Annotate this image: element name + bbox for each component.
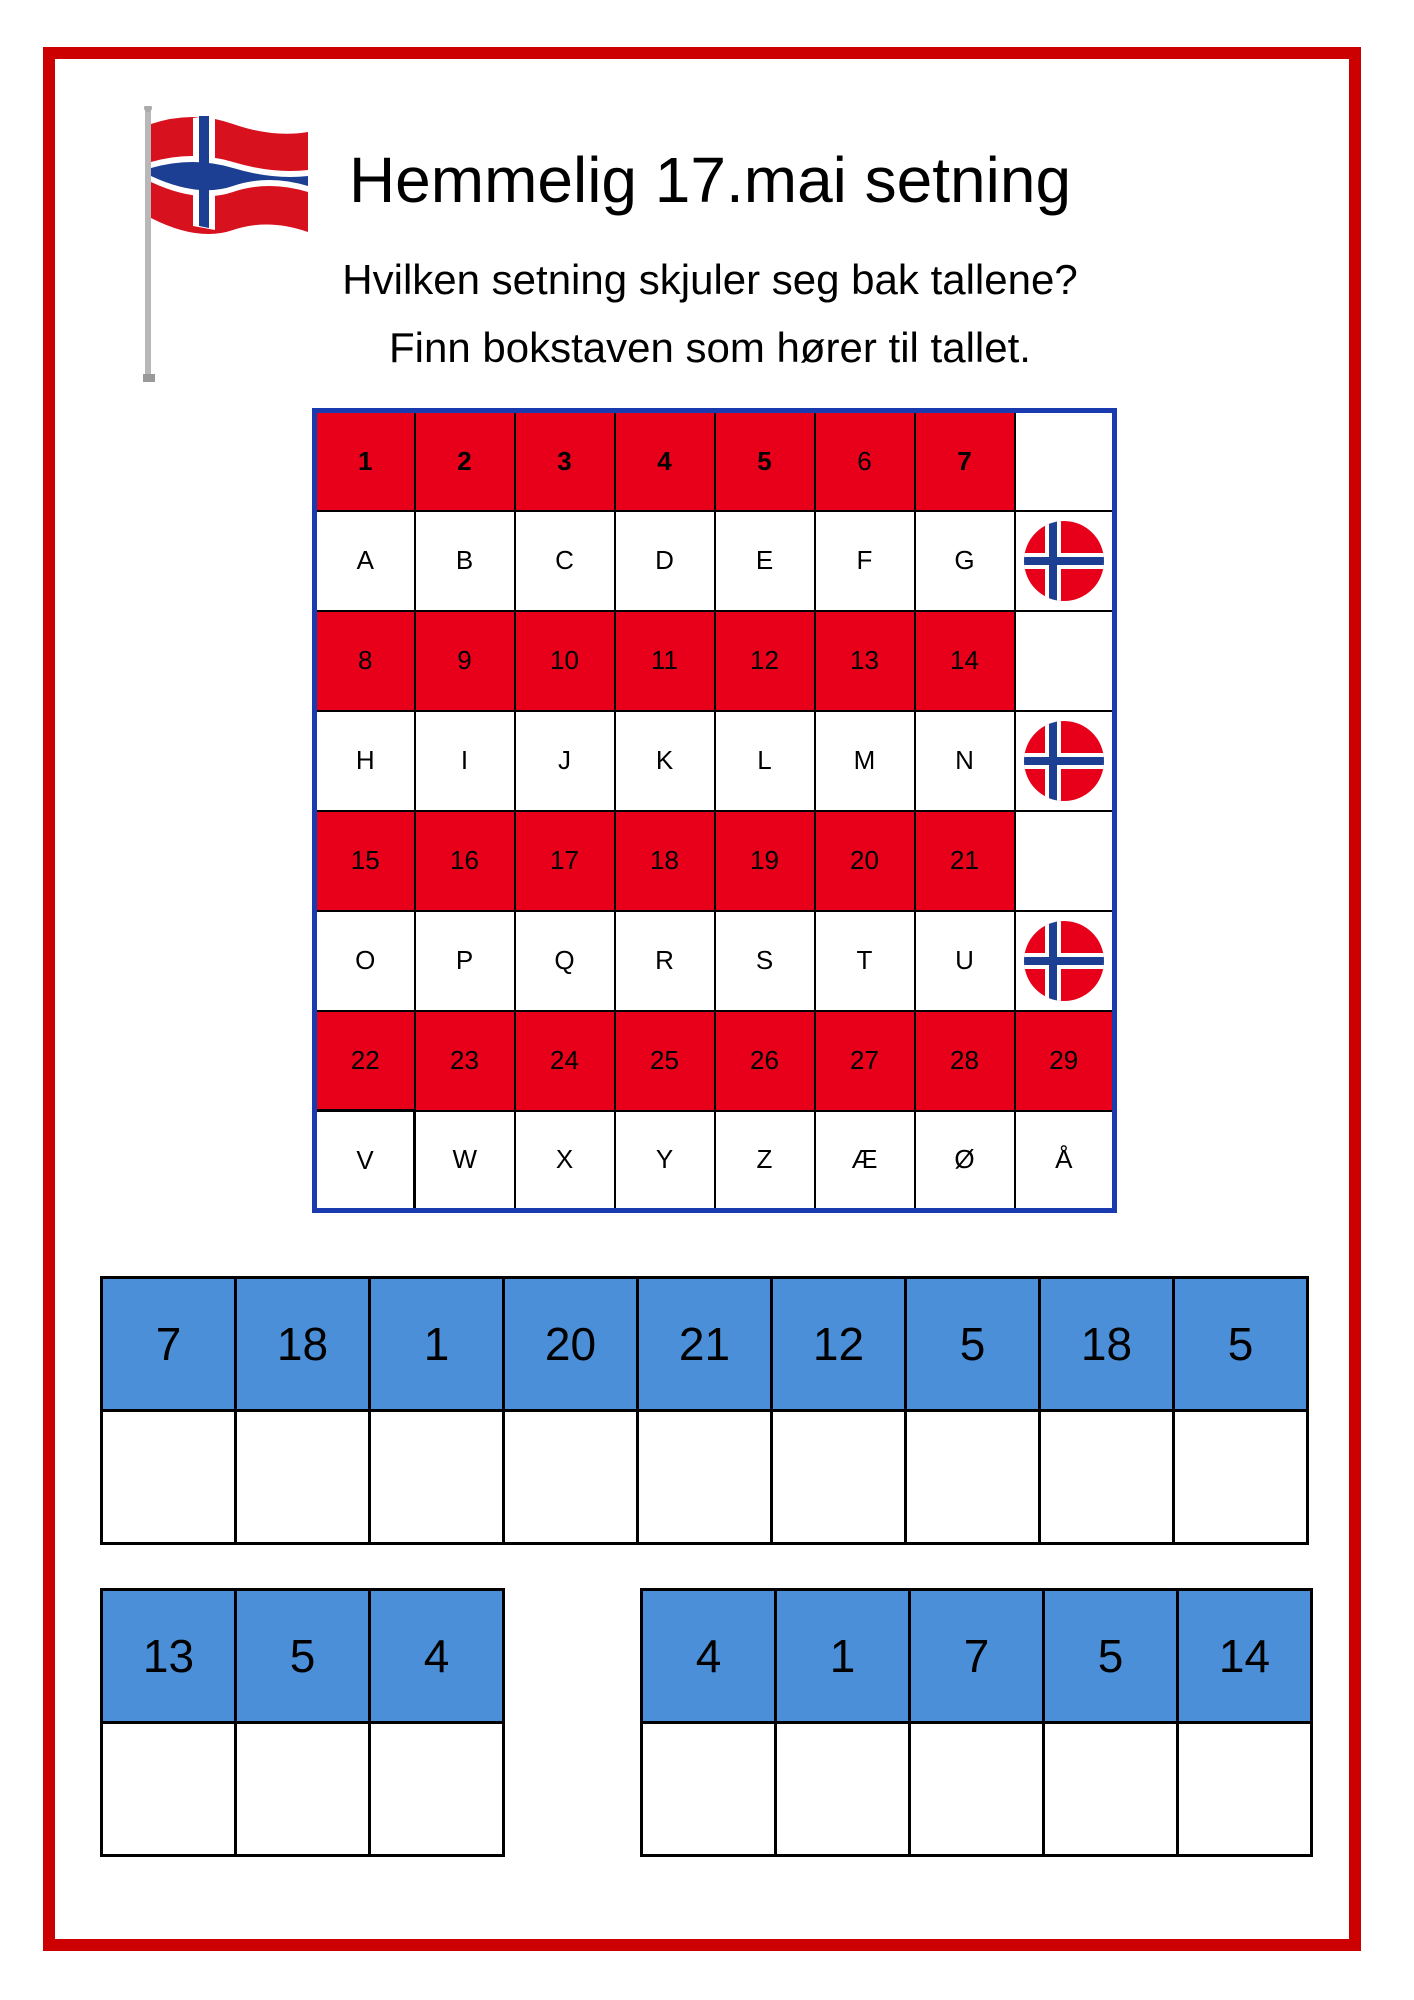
- answer-letter-box[interactable]: [910, 1723, 1044, 1856]
- number-cell: 14: [915, 611, 1015, 711]
- number-cell: 26: [715, 1011, 815, 1111]
- clue-number-cell: 7: [910, 1590, 1044, 1723]
- letter-row: [315, 511, 1115, 611]
- clue-number-cell: 13: [102, 1590, 236, 1723]
- number-cell: 3: [515, 411, 615, 511]
- letter-row: [315, 711, 1115, 811]
- number-cell: 20: [815, 811, 915, 911]
- clue-number-cell: 7: [102, 1278, 236, 1411]
- letter-cell: B: [415, 511, 515, 611]
- answer-word-3: [640, 1588, 1313, 1857]
- clue-number-cell: 1: [370, 1278, 504, 1411]
- number-cell: 6: [815, 411, 915, 511]
- number-row: [315, 611, 1115, 711]
- letter-cell: V: [315, 1111, 415, 1211]
- letter-cell: Ø: [915, 1111, 1015, 1211]
- answer-letter-box[interactable]: [1040, 1411, 1174, 1544]
- letter-cell: M: [815, 711, 915, 811]
- letter-cell: N: [915, 711, 1015, 811]
- answer-letter-box[interactable]: [236, 1411, 370, 1544]
- number-cell: 10: [515, 611, 615, 711]
- number-cell: 17: [515, 811, 615, 911]
- answer-letter-box[interactable]: [906, 1411, 1040, 1544]
- number-cell: 16: [415, 811, 515, 911]
- decor-cell: [1015, 911, 1115, 1011]
- decor-cell: [1015, 611, 1115, 711]
- clue-number-cell: 5: [1044, 1590, 1178, 1723]
- number-cell: 23: [415, 1011, 515, 1111]
- number-cell: 28: [915, 1011, 1015, 1111]
- letter-cell: H: [315, 711, 415, 811]
- letter-cell: Q: [515, 911, 615, 1011]
- number-cell: 15: [315, 811, 415, 911]
- letter-cell: S: [715, 911, 815, 1011]
- clue-number-cell: 20: [504, 1278, 638, 1411]
- clue-number-cell: 12: [772, 1278, 906, 1411]
- clue-number-cell: 21: [638, 1278, 772, 1411]
- letter-cell: Å: [1015, 1111, 1115, 1211]
- letter-cell: Z: [715, 1111, 815, 1211]
- clue-number-cell: 4: [370, 1590, 504, 1723]
- instruction-line-1: Hvilken setning skjuler seg bak tallene?: [342, 256, 1078, 303]
- answer-letter-box[interactable]: [504, 1411, 638, 1544]
- number-row: [315, 1011, 1115, 1111]
- clue-number-cell: 5: [906, 1278, 1040, 1411]
- clue-number-row: [102, 1278, 1308, 1411]
- decor-cell: [1015, 711, 1115, 811]
- answer-letter-box[interactable]: [776, 1723, 910, 1856]
- clue-number-row: [642, 1590, 1312, 1723]
- letter-cell: F: [815, 511, 915, 611]
- letter-cell: R: [615, 911, 715, 1011]
- clue-number-cell: 14: [1178, 1590, 1312, 1723]
- letter-cell: D: [615, 511, 715, 611]
- page-title: Hemmelig 17.mai setning: [348, 144, 1072, 216]
- number-cell: 24: [515, 1011, 615, 1111]
- answer-word-2: [100, 1588, 505, 1857]
- letter-cell: E: [715, 511, 815, 611]
- answer-letter-box[interactable]: [370, 1411, 504, 1544]
- letter-cell: L: [715, 711, 815, 811]
- number-cell: 7: [915, 411, 1015, 511]
- clue-number-cell: 5: [1174, 1278, 1308, 1411]
- letter-cell: P: [415, 911, 515, 1011]
- answer-letter-box[interactable]: [638, 1411, 772, 1544]
- answer-letter-box[interactable]: [1178, 1723, 1312, 1856]
- decor-cell: [1015, 511, 1115, 611]
- answer-letter-box[interactable]: [1174, 1411, 1308, 1544]
- answer-letter-box[interactable]: [370, 1723, 504, 1856]
- number-row: [315, 411, 1115, 511]
- answer-letter-box[interactable]: [102, 1411, 236, 1544]
- clue-number-cell: 5: [236, 1590, 370, 1723]
- number-cell: 29: [1015, 1011, 1115, 1111]
- letter-row: [315, 911, 1115, 1011]
- letter-cell: I: [415, 711, 515, 811]
- number-cell: 13: [815, 611, 915, 711]
- letter-cell: U: [915, 911, 1015, 1011]
- letter-cell: W: [415, 1111, 515, 1211]
- number-row: [315, 811, 1115, 911]
- clue-number-cell: 1: [776, 1590, 910, 1723]
- number-cell: 25: [615, 1011, 715, 1111]
- instruction-line-2: Finn bokstaven som hører til tallet.: [389, 324, 1031, 371]
- letter-cell: J: [515, 711, 615, 811]
- answer-letter-box[interactable]: [236, 1723, 370, 1856]
- decor-cell: [1015, 811, 1115, 911]
- letter-cell: O: [315, 911, 415, 1011]
- number-cell: 18: [615, 811, 715, 911]
- letter-cell: Y: [615, 1111, 715, 1211]
- cipher-grid: [312, 408, 1117, 1213]
- answer-row: [642, 1723, 1312, 1856]
- number-cell: 2: [415, 411, 515, 511]
- letter-cell: A: [315, 511, 415, 611]
- letter-cell: X: [515, 1111, 615, 1211]
- number-cell: 9: [415, 611, 515, 711]
- answer-word-1: [100, 1276, 1309, 1545]
- letter-cell: Æ: [815, 1111, 915, 1211]
- decor-cell: [1015, 411, 1115, 511]
- norway-flag-icon: [1023, 920, 1105, 1002]
- number-cell: 12: [715, 611, 815, 711]
- clue-number-row: [102, 1590, 504, 1723]
- number-cell: 11: [615, 611, 715, 711]
- letter-cell: T: [815, 911, 915, 1011]
- answer-row: [102, 1411, 1308, 1544]
- number-cell: 1: [315, 411, 415, 511]
- norway-flag-icon: [1023, 720, 1105, 802]
- number-cell: 27: [815, 1011, 915, 1111]
- number-cell: 22: [315, 1011, 415, 1111]
- answer-letter-box[interactable]: [1044, 1723, 1178, 1856]
- number-cell: 19: [715, 811, 815, 911]
- letter-cell: G: [915, 511, 1015, 611]
- number-cell: 4: [615, 411, 715, 511]
- number-cell: 21: [915, 811, 1015, 911]
- clue-number-cell: 18: [236, 1278, 370, 1411]
- answer-letter-box[interactable]: [642, 1723, 776, 1856]
- letter-cell: C: [515, 511, 615, 611]
- clue-number-cell: 18: [1040, 1278, 1174, 1411]
- answer-letter-box[interactable]: [102, 1723, 236, 1856]
- number-cell: 5: [715, 411, 815, 511]
- norway-flag-icon: [1023, 520, 1105, 602]
- number-cell: 8: [315, 611, 415, 711]
- letter-cell: K: [615, 711, 715, 811]
- answer-letter-box[interactable]: [772, 1411, 906, 1544]
- clue-number-cell: 4: [642, 1590, 776, 1723]
- answer-row: [102, 1723, 504, 1856]
- letter-row: [315, 1111, 1115, 1211]
